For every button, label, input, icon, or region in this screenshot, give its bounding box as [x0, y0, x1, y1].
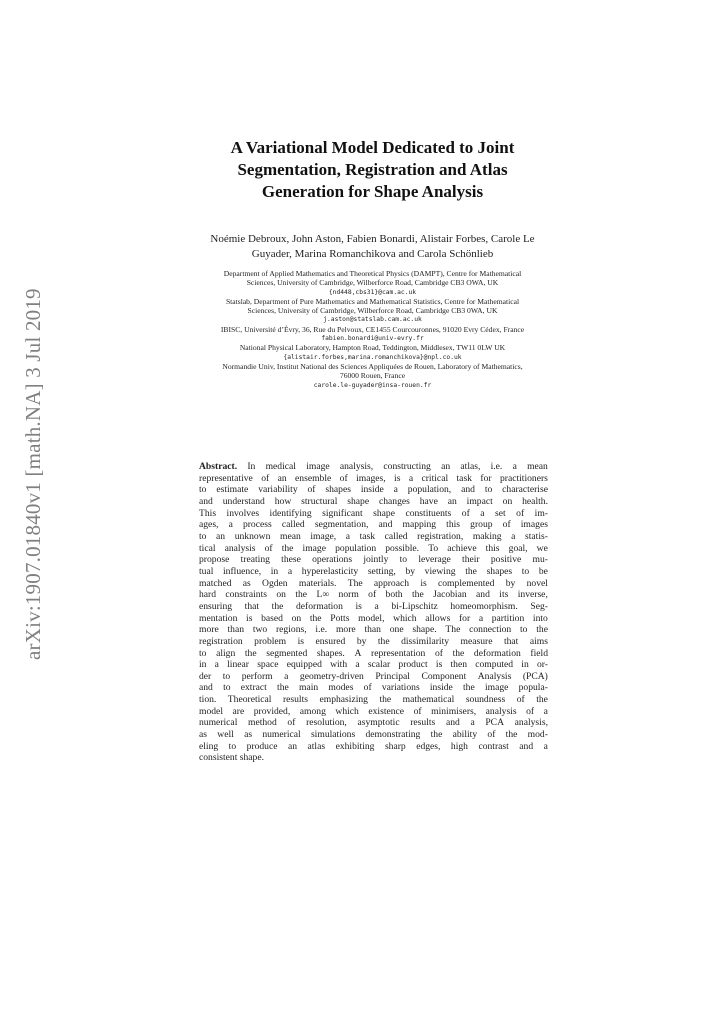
abstract-line: consistent shape.: [199, 752, 265, 764]
title-line: A Variational Model Dedicated to Joint: [230, 138, 515, 157]
abstract-line: more than two regions, i.e. more than one shape. The connection to the: [199, 624, 548, 636]
abstract-line: Abstract. In medical image analysis, constructing an atlas, i.e. a mean: [199, 461, 548, 472]
title-line: Segmentation, Registration and Atlas: [237, 160, 508, 179]
abstract-line: propose treating these operations jointly to leverage their positive mu-: [199, 554, 548, 566]
abstract-line: to an unknown mean image, a task called registration, making a statis-: [199, 530, 548, 542]
abstract-line: tual influence, in a hyperelasticity setting, by viewing the shapes to be: [199, 565, 548, 577]
affiliation-line: Sciences, University of Cambridge, Wilberforce Road, Cambridge CB3 OWA, UK: [246, 278, 499, 288]
affiliation-email: {alistair.forbes,marina.romanchikova}@npl.co.uk: [283, 353, 462, 361]
affiliations-block: [150, 269, 595, 390]
abstract-line: mentation is based on the Potts model, which allows for a partition into: [199, 612, 548, 624]
abstract-line: and to extract the main modes of variations inside the image popula-: [199, 682, 548, 694]
affiliation-line: Statslab, Department of Pure Mathematics and Mathematical Statistics, Centre for Mathematical: [225, 296, 520, 306]
abstract-line: model are provided, among which existence of minimisers, analysis of a: [199, 705, 548, 717]
abstract-line: ensuring that the deformation is a bi-Lipschitz homeomorphism. Seg-: [199, 600, 548, 612]
abstract-line: This involves identifying significant shape constituents of a set of im-: [199, 507, 548, 519]
abstract-line: representative of an ensemble of images, is a critical task for practitioners: [199, 472, 548, 484]
affiliation-line: Department of Applied Mathematics and Theoretical Physics (DAMPT), Centre for Mathematical: [223, 269, 522, 278]
author-list: [150, 232, 595, 262]
affiliation-line: IBISC, Université d’Évry, 36, Rue du Pelvoux, CE1455 Courcouronnes, 91020 Evry Cédex, France: [220, 324, 525, 334]
abstract-line: eling to produce an atlas exhibiting sharp edges, high contrast and a: [199, 740, 548, 752]
title-line: Generation for Shape Analysis: [261, 182, 484, 201]
abstract-line: and understand how structural shape changes have an impact on health.: [199, 495, 548, 507]
abstract-block: [199, 461, 548, 764]
abstract-line: der to perform a geometry-driven Principal Component Analysis (PCA): [199, 670, 548, 682]
author-line: Guyader, Marina Romanchikova and Carola Schönlieb: [251, 248, 494, 260]
abstract-line: to estimate variability of shapes inside a population, and to characterise: [199, 484, 548, 496]
abstract-line: tion. Theoretical results emphasizing the mathematical soundness of the: [199, 694, 548, 706]
affiliation-email: {nd448,cbs31}@cam.ac.uk: [328, 288, 417, 296]
paper-title: [160, 137, 585, 203]
affiliation-line: National Physical Laboratory, Hampton Road, Teddington, Middlesex, TW11 0LW UK: [239, 343, 506, 353]
affiliation-email: fabien.bonardi@univ-evry.fr: [321, 335, 424, 343]
arxiv-identifier-stamp: arXiv:1907.01840v1 [math.NA] 3 Jul 2019: [21, 288, 45, 660]
affiliation-line: Normandie Univ, Institut National des Sciences Appliquées de Rouen, Laboratory of Mathematics,: [222, 361, 523, 371]
abstract-line: to align the segmented shapes. A representation of the deformation field: [199, 647, 548, 659]
affiliation-line: 76000 Rouen, France: [339, 371, 406, 381]
author-line: Noémie Debroux, John Aston, Fabien Bonardi, Alistair Forbes, Carole Le: [210, 233, 535, 245]
abstract-line: as well as numerical simulations demonstrating the ability of the mod-: [199, 729, 548, 741]
abstract-line: in a linear space equipped with a scalar product is then computed in or-: [199, 659, 548, 671]
affiliation-email: j.aston@statslab.cam.ac.uk: [323, 316, 422, 324]
abstract-line: registration problem is ensured by the dissimilarity measure that aims: [199, 635, 548, 647]
abstract-line: ages, a process called segmentation, and mapping this group of images: [199, 519, 548, 531]
abstract-line: matched as Ogden materials. The approach is complemented by novel: [199, 577, 548, 589]
abstract-line: hard constraints on the L∞ norm of both the Jacobian and its inverse,: [199, 589, 548, 601]
affiliation-email: carole.le-guyader@insa-rouen.fr: [313, 381, 432, 389]
abstract-line: numerical method of resolution, asymptotic results and a PCA analysis,: [199, 717, 548, 729]
abstract-line: tical analysis of the image population possible. To achieve this goal, we: [199, 542, 548, 554]
abstract-label: Abstract.: [199, 461, 238, 472]
affiliation-line: Sciences, University of Cambridge, Wilberforce Road, Cambridge CB3 0WA, UK: [247, 306, 498, 316]
